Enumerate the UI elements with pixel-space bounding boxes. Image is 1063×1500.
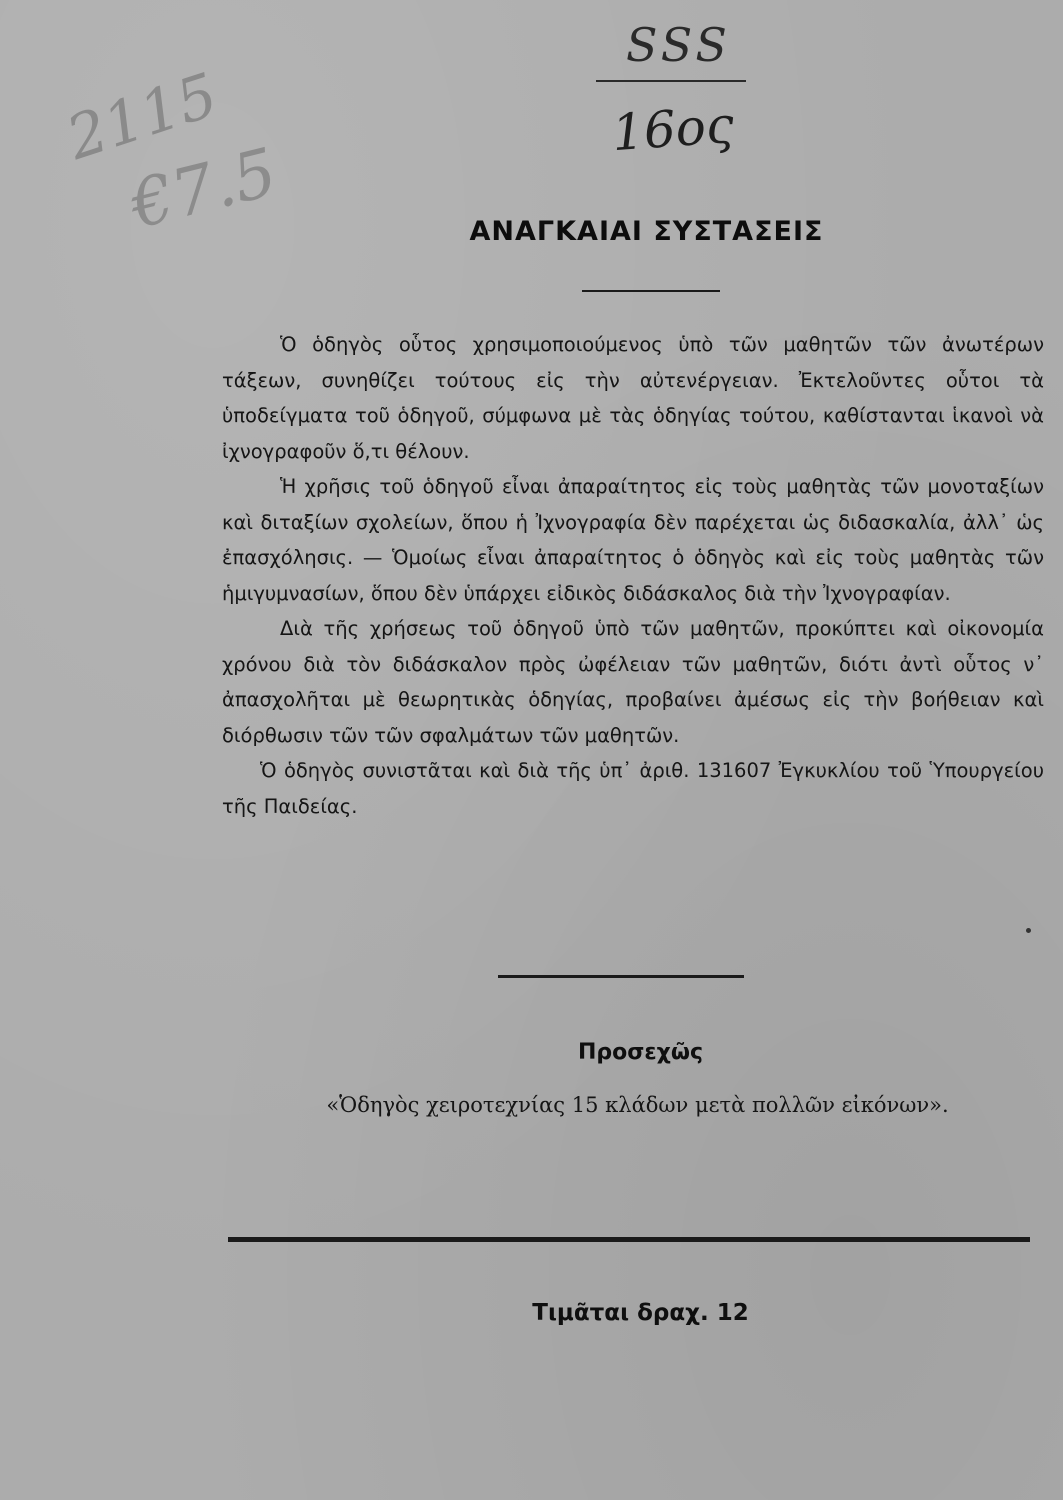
- recommendations-text: [222, 327, 1044, 824]
- bottom-divider: [228, 1237, 1030, 1242]
- handwritten-note-left-1: 2115: [58, 60, 226, 174]
- paragraph-2: Ἡ χρῆσις τοῦ ὁδηγοῦ εἶναι ἀπαραίτητος εἰς τοὺς μαθητὰς τῶν μονοταξίων καὶ διταξίων σχολείων, ὅπου ἡ Ἰχνογραφία δὲν παρέχεται ὡς διδασκαλία, ἀλλ᾿ ὡς ἐπασχόλησις. — Ὁμοίως εἶναι ἀπαραίτητος ὁ ὁδηγὸς καὶ εἰς τοὺς μαθητὰς τῶν ἡμιγυμνασίων, ὅπου δὲν ὑπάρχει εἰδικὸς διδάσκαλος διὰ τὴν Ἰχνογραφίαν.: [222, 475, 1044, 605]
- paragraph-1: Ὁ ὁδηγὸς οὗτος χρησιμοποιούμενος ὑπὸ τῶν μαθητῶν τῶν ἀνωτέρων τάξεων, συνηθίζει τούτους εἰς τὴν αὐτενέργειαν. Ἐκτελοῦντες οὗτοι τὰ ὑποδείγματα τοῦ ὁδηγοῦ, σύμφωνα μὲ τὰς ὁδηγίας τούτου, καθίστανται ἱκανοὶ νὰ ἰχνογραφοῦν ὅ,τι θέλουν.: [222, 333, 1044, 463]
- section-divider: [498, 975, 744, 978]
- title-divider: [582, 290, 720, 292]
- page-title: ΑΝΑΓΚΑΙΑΙ ΣΥΣΤΑΣΕΙΣ: [469, 216, 824, 247]
- paragraph-3: Διὰ τῆς χρήσεως τοῦ ὁδηγοῦ ὑπὸ τῶν μαθητῶν, προκύπτει καὶ οἰκονομία χρόνου διὰ τὸν διδάσκαλον πρὸς ὠφέλειαν τῶν μαθητῶν, διότι ἀντὶ οὗτος ν᾿ ἀπασχολῆται μὲ θεωρητικὰς ὁδηγίας, προβαίνει ἀμέσως εἰς τὴν βοήθειαν καὶ διόρθωσιν τῶν τῶν σφαλμάτων τῶν μαθητῶν.: [222, 617, 1044, 747]
- handwritten-underline: [596, 80, 746, 82]
- handwritten-note-left-2: €7.5: [122, 133, 285, 244]
- upcoming-book-title: «Ὁδηγὸς χειροτεχνίας 15 κλάδων μετὰ πολλῶν εἰκόνων».: [326, 1093, 949, 1117]
- handwritten-number: 16ος: [610, 95, 736, 163]
- attention-heading: Προσεχῶς: [577, 1040, 703, 1065]
- price-line: Τιμᾶται δραχ. 12: [532, 1300, 749, 1326]
- ink-speck: [1026, 928, 1031, 933]
- paragraph-4: Ὁ ὁδηγὸς συνιστᾶται καὶ διὰ τῆς ὑπ᾿ ἀριθ. 131607 Ἐγκυκλίου τοῦ Ὑπουργείου τῆς Παιδείας.: [222, 759, 1044, 818]
- handwritten-note-top: SSS: [626, 18, 731, 72]
